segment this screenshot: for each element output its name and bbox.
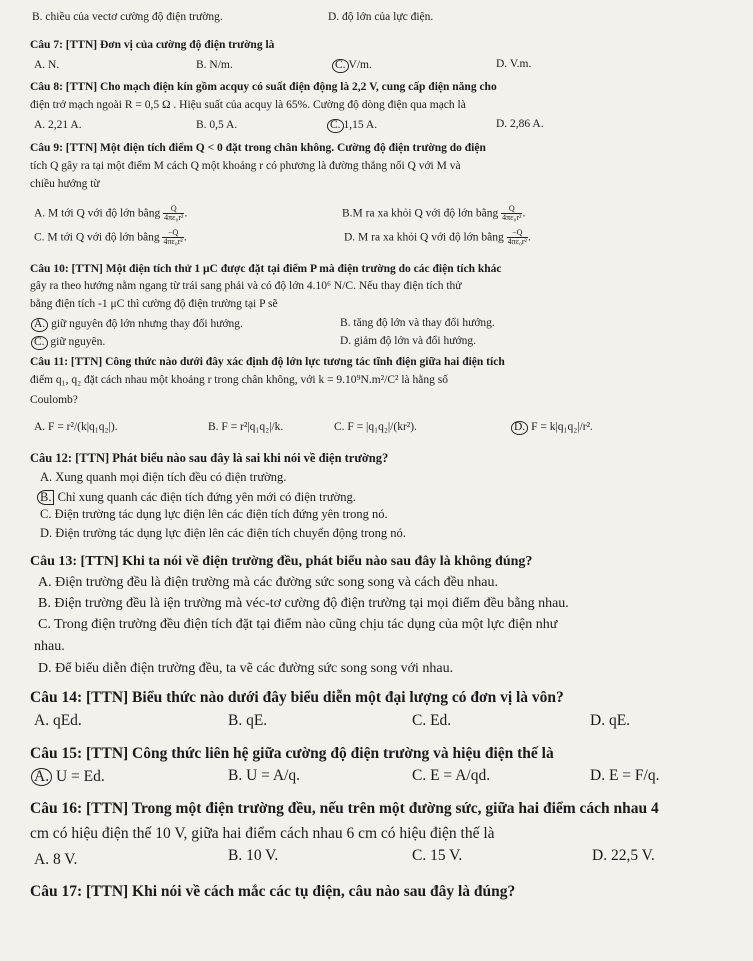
prev-option-d: D. độ lớn của lực điện.: [328, 11, 434, 23]
question-10-line2: gây ra theo hướng nằm ngang từ trái sang phải và có độ lớn 4.10⁶ N/C. Nếu thay điện tích thử: [30, 280, 462, 292]
question-16-line2: cm có hiệu điện thế 10 V, giữa hai điểm cách nhau 6 cm có hiệu điện thế là: [30, 825, 495, 842]
q16-option-c[interactable]: C. 15 V.: [412, 847, 463, 864]
q16-option-b[interactable]: B. 10 V.: [228, 847, 279, 864]
question-7-stem: Câu 7: [TTN] Đơn vị của cường độ điện trường là: [30, 39, 275, 51]
prev-option-b: B. chiều của vectơ cường độ điện trường.: [32, 11, 223, 23]
q7-option-a[interactable]: A. N.: [34, 59, 60, 71]
q9-option-c[interactable]: C. M tới Q với độ lớn bằng $\frac{-Q}{\text{4πε₀r²}}$ .: [34, 228, 187, 247]
q16-option-d[interactable]: D. 22,5 V.: [592, 847, 655, 864]
question-10-line3: bằng điện tích -1 μC thì cường độ điện trường tại P sẽ: [30, 298, 278, 310]
q10-option-d[interactable]: D. giảm độ lớn và đổi hướng.: [340, 335, 476, 347]
q10-option-b[interactable]: B. tăng độ lớn và thay đổi hướng.: [340, 317, 495, 329]
q13-option-d[interactable]: D. Để biểu diễn điện trường đều, ta vẽ các đường sức song song với nhau.: [38, 661, 454, 676]
q8-option-c[interactable]: C. 1,15 A.: [330, 119, 377, 133]
answer-circle-mark: C.: [31, 336, 48, 350]
question-8-line2: điện trở mạch ngoài R = 0,5 Ω . Hiệu suất của acquy là 65%. Cường độ dòng điện qua mạch là: [30, 99, 466, 111]
q7-option-b[interactable]: B. N/m.: [196, 59, 233, 71]
question-9-line3: chiều hướng từ: [30, 178, 100, 190]
question-14-stem: Câu 14: [TTN] Biểu thức nào dưới đây biểu diễn một đại lượng có đơn vị là vôn?: [30, 689, 564, 706]
q12-option-a[interactable]: A. Xung quanh mọi điện tích đều có điện trường.: [40, 470, 287, 484]
q8-option-a[interactable]: A. 2,21 A.: [34, 119, 82, 131]
q9-option-a[interactable]: A. M tới Q với độ lớn bằng $\frac{Q}{\text{4πε₀r²}}$ .: [34, 204, 188, 223]
q9-option-d[interactable]: D. M ra xa khỏi Q với độ lớn bằng $\frac{-Q}{\text{4πε₀r²}}$ .: [344, 228, 531, 247]
q8-option-d[interactable]: D. 2,86 A.: [496, 118, 544, 130]
q10-option-c[interactable]: C. giữ nguyên.: [34, 336, 105, 350]
q11-option-c[interactable]: C. F = |q₁q₂|/(kr²).: [334, 421, 417, 433]
question-11-line2: điểm q₁, q₂ đặt cách nhau một khoảng r trong chân không, với k = 9.10⁹N.m²/C² là hằng số: [30, 374, 448, 386]
answer-circle-mark: B.: [37, 490, 54, 505]
q14-option-d[interactable]: D. qE.: [590, 712, 631, 729]
fraction: $\frac{Q}{\text{4πε₀r²}}$: [164, 204, 184, 223]
q15-option-d[interactable]: D. E = F/q.: [590, 767, 660, 784]
q12-option-d[interactable]: D. Điện trường tác dụng lực điện lên các điện tích chuyển động trong nó.: [40, 526, 406, 540]
q13-option-b[interactable]: B. Điện trường đều là iện trường mà véc-tơ cường độ điện trường tại mọi điểm đều bằng nhau.: [38, 596, 569, 611]
q12-option-b[interactable]: B. Chỉ xung quanh các điện tích đứng yên mới có điện trường.: [40, 490, 356, 505]
question-13-stem: Câu 13: [TTN] Khi ta nói về điện trường đều, phát biểu nào sau đây là không đúng?: [30, 554, 533, 569]
q10-option-a[interactable]: A. giữ nguyên độ lớn nhưng thay đổi hướng.: [34, 318, 243, 332]
fraction: $\frac{Q}{\text{4πε₀r²}}$: [502, 204, 522, 223]
q13-option-a[interactable]: A. Điện trường đều là điện trường mà các đường sức song song và cách đều nhau.: [38, 575, 498, 590]
question-11-line3: Coulomb?: [30, 394, 78, 406]
question-17-stem: Câu 17: [TTN] Khi nói về cách mắc các tụ điện, câu nào sau đây là đúng?: [30, 883, 516, 900]
q8-option-b[interactable]: B. 0,5 A.: [196, 119, 238, 131]
question-15-stem: Câu 15: [TTN] Công thức liên hệ giữa cường độ điện trường và hiệu điện thế là: [30, 745, 554, 762]
q7-option-c[interactable]: C. V/m.: [335, 59, 372, 73]
q11-option-b[interactable]: B. F = r²|q₁q₂|/k.: [208, 421, 284, 433]
q14-option-a[interactable]: A. qEd.: [34, 712, 82, 729]
q14-option-b[interactable]: B. qE.: [228, 712, 268, 729]
fraction: $\frac{-Q}{\text{4πε₀r²}}$: [507, 228, 527, 247]
q11-option-a[interactable]: A. F = r²/(k|q₁q₂|).: [34, 421, 118, 433]
q9-option-b[interactable]: B.M ra xa khỏi Q với độ lớn bằng $\frac{Q}{\text{4πε₀r²}}$ .: [342, 204, 526, 223]
question-8-line1: Câu 8: [TTN] Cho mạch điện kín gồm acquy có suất điện động là 2,2 V, cung cấp điện năng cho: [30, 81, 497, 93]
q7-option-d[interactable]: D. V.m.: [496, 58, 532, 70]
answer-circle-mark: C.: [327, 119, 344, 133]
q15-option-b[interactable]: B. U = A/q.: [228, 767, 301, 784]
question-12-stem: Câu 12: [TTN] Phát biểu nào sau đây là sai khi nói về điện trường?: [30, 451, 389, 465]
q16-option-a[interactable]: A. 8 V.: [34, 851, 78, 868]
q11-option-d[interactable]: D. F = k|q₁q₂|/r².: [514, 421, 593, 435]
question-16-line1: Câu 16: [TTN] Trong một điện trường đều, nếu trên một đường sức, giữa hai điểm cách nhau 4: [30, 800, 659, 817]
q13-option-c-cont: nhau.: [34, 639, 65, 654]
question-11-line1: Câu 11: [TTN] Công thức nào dưới đây xác định độ lớn lực tương tác tĩnh điện giữa hai điện tích: [30, 356, 505, 368]
answer-circle-mark: A.: [31, 768, 52, 786]
q12-option-c[interactable]: C. Điện trường tác dụng lực điện lên các điện tích đứng yên trong nó.: [40, 507, 388, 521]
q14-option-c[interactable]: C. Ed.: [412, 712, 452, 729]
question-10-line1: Câu 10: [TTN] Một điện tích thử 1 μC được đặt tại điểm P mà điện trường do các điện tích khác: [30, 263, 502, 275]
question-9-line1: Câu 9: [TTN] Một điện tích điểm Q < 0 đặt trong chân không. Cường độ điện trường do điện: [30, 142, 486, 154]
answer-circle-mark: C.: [332, 59, 349, 73]
question-9-line2: tích Q gây ra tại một điểm M cách Q một khoảng r có phương là đường thẳng nối Q với M và: [30, 160, 461, 172]
answer-circle-mark: A.: [31, 318, 48, 332]
fraction: $\frac{-Q}{\text{4πε₀r²}}$: [163, 228, 183, 247]
q15-option-c[interactable]: C. E = A/qd.: [412, 767, 491, 784]
answer-circle-mark: D.: [511, 421, 528, 435]
q13-option-c[interactable]: C. Trong điện trường đều điện tích đặt tại điểm nào cũng chịu tác dụng của một lực điện như: [38, 617, 558, 632]
q15-option-a[interactable]: A. U = Ed.: [34, 768, 105, 786]
